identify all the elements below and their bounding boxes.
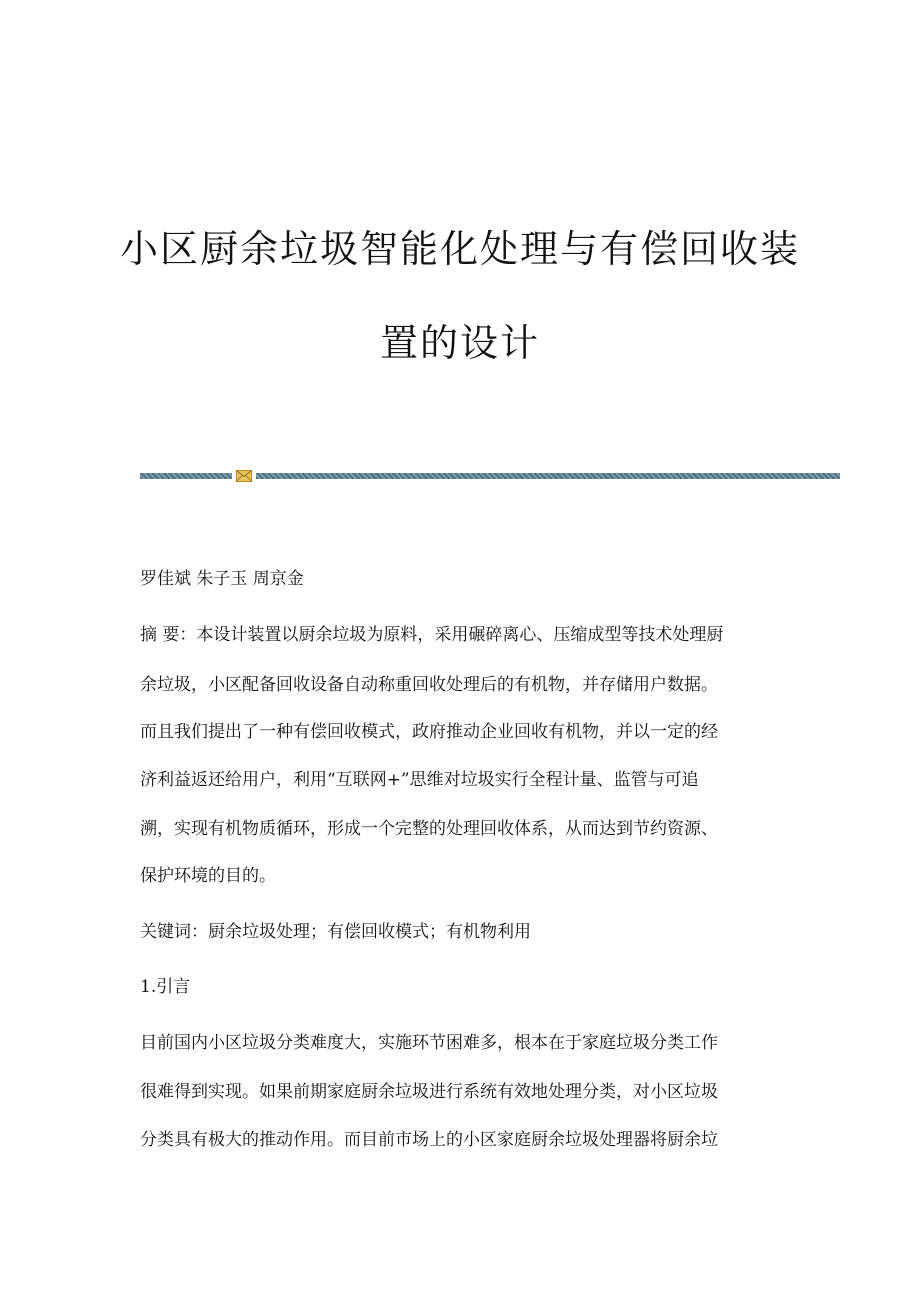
section-heading: 1.引言 <box>140 977 191 997</box>
intro-line: 分类具有极大的推动作用。而目前市场上的小区家庭厨余垃圾处理器将厨余垃 <box>140 1130 718 1150</box>
authors: 罗佳斌 朱子玉 周京金 <box>140 569 304 589</box>
intro-line: 目前国内小区垃圾分类难度大，实施环节困难多，根本在于家庭垃圾分类工作 <box>140 1033 718 1053</box>
intro-line: 很难得到实现。如果前期家庭厨余垃圾进行系统有效地处理分类，对小区垃圾 <box>140 1082 718 1102</box>
envelope-icon <box>236 470 252 482</box>
abstract-line: 余垃圾，小区配备回收设备自动称重回收处理后的有机物，并存储用户数据。 <box>140 675 718 695</box>
divider-bar-right <box>256 473 840 479</box>
abstract-line: 保护环境的目的。 <box>140 866 276 886</box>
title-divider <box>140 470 840 482</box>
abstract-line: 而且我们提出了一种有偿回收模式，政府推动企业回收有机物，并以一定的经 <box>140 722 718 742</box>
abstract-line: 摘 要：本设计装置以厨余垃圾为原料，采用碾碎离心、压缩成型等技术处理厨 <box>140 625 724 645</box>
keywords: 关键词：厨余垃圾处理；有偿回收模式；有机物利用 <box>140 922 531 942</box>
paper-title-line-1: 小区厨余垃圾智能化处理与有偿回收装 <box>119 227 800 271</box>
divider-bar-left <box>140 473 232 479</box>
abstract-line: 溯，实现有机物质循环，形成一个完整的处理回收体系，从而达到节约资源、 <box>140 819 718 839</box>
abstract-line: 济利益返还给用户，利用“互联网+”思维对垃圾实行全程计量、监管与可追 <box>140 770 699 790</box>
paper-title-line-2: 置的设计 <box>379 321 540 365</box>
